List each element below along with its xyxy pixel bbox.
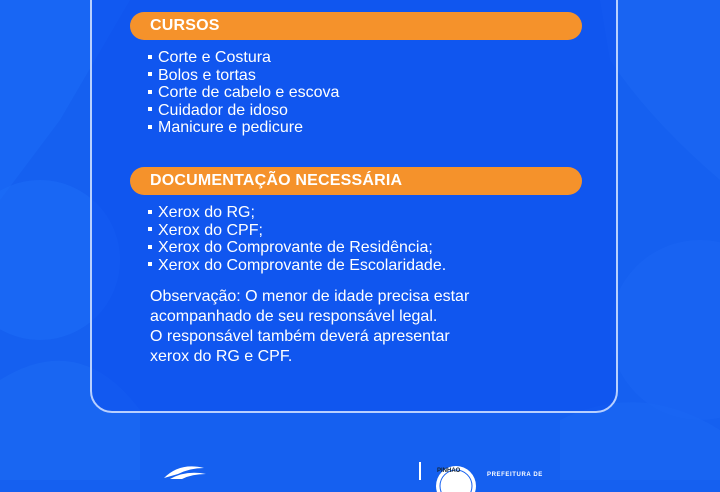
bullet-icon <box>148 262 152 266</box>
bullet-icon <box>148 90 152 94</box>
documents-list <box>148 204 446 274</box>
prefeitura-label: PREFEITURA DE <box>487 472 543 478</box>
observation-line: O responsável também deverá apresentar <box>150 328 450 345</box>
seal-label: PINHAO <box>437 468 461 474</box>
bullet-icon <box>148 107 152 111</box>
list-item: Manicure e pedicure <box>148 119 339 137</box>
list-item: Bolos e tortas <box>148 67 339 85</box>
municipal-seal-icon <box>432 462 480 492</box>
footer-divider <box>419 462 421 480</box>
observation-note <box>150 287 570 367</box>
city-logo-icon <box>160 460 240 480</box>
observation-line: acompanhado de seu responsável legal. <box>150 308 438 325</box>
list-item: Corte e Costura <box>148 49 339 67</box>
documents-heading: DOCUMENTAÇÃO NECESSÁRIA <box>130 167 582 195</box>
bullet-icon <box>148 55 152 59</box>
list-item: Cuidador de idoso <box>148 102 339 120</box>
observation-line: Observação: O menor de idade precisa estar <box>150 288 470 305</box>
list-item: Xerox do Comprovante de Escolaridade. <box>148 257 446 275</box>
bullet-icon <box>148 125 152 129</box>
courses-heading: CURSOS <box>130 12 582 40</box>
courses-list <box>148 49 339 137</box>
bullet-icon <box>148 72 152 76</box>
list-item: Xerox do Comprovante de Residência; <box>148 239 446 257</box>
list-item: Xerox do RG; <box>148 204 446 222</box>
bullet-icon <box>148 245 152 249</box>
list-item: Corte de cabelo e escova <box>148 84 339 102</box>
list-item: Xerox do CPF; <box>148 222 446 240</box>
observation-line: xerox do RG e CPF. <box>150 348 293 365</box>
bullet-icon <box>148 210 152 214</box>
bullet-icon <box>148 227 152 231</box>
